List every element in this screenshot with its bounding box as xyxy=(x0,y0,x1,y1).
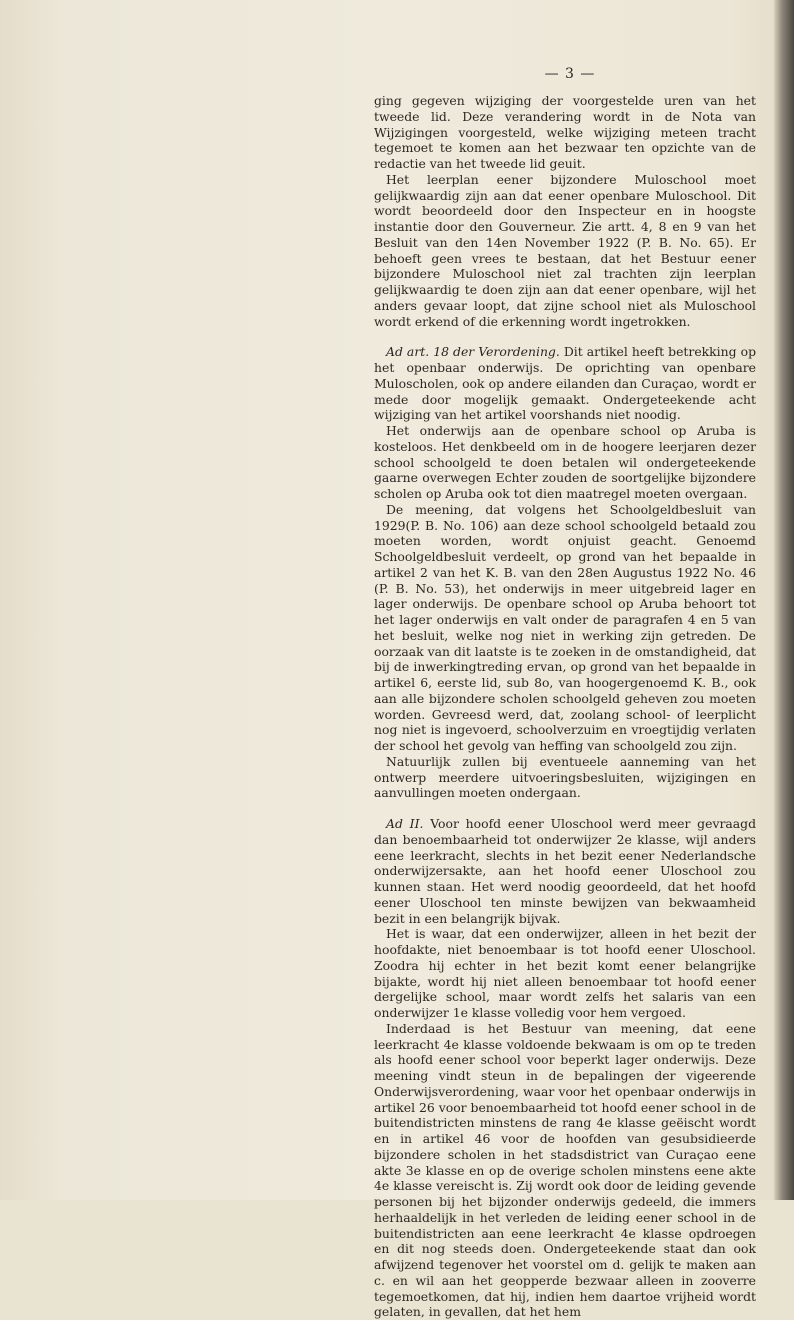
section-gap xyxy=(374,801,756,816)
paragraph: Natuurlijk zullen bij eventueele aanneming van het ontwerp meerdere uitvoeringsbesluiten, wijzigingen en aanvullingen moeten ondergaan. xyxy=(374,753,756,801)
paragraph: De meening, dat volgens het Schoolgeldbesluit van 1929(P. B. No. 106) aan deze school schoolgeld betaald zou moeten worden, wordt onjuist geacht. Genoemd Schoolgeldbesluit verdeelt, op grond van het bepaalde in artikel 2 van het K. B. van den 28en Augustus 1922 No. 46 (P. B. No. 53), het onderwijs in meer uitgebreid lager en lager onderwijs. De openbare school op Aruba behoort tot het lager onderwijs en valt onder de paragrafen 4 en 5 van het besluit, welke nog niet in werking zijn getreden. De oorzaak van dit laatste is te zoeken in de omstandigheid, dat bij de inwerkingtreding ervan, op grond van het bepaalde in artikel 6, eerste lid, sub 8o, van hoogergenoemd K. B., ook aan alle bijzondere scholen schoolgeld geheven zou moeten worden. Gevreesd werd, dat, zoolang school- of leerplicht nog niet is ingevoerd, schoolverzuim en vroegtijdig verlaten der school het gevolg van heffing van schoolgeld zou zijn. xyxy=(374,501,756,753)
page-number: — 3 — xyxy=(544,66,596,82)
paragraph: Het leerplan eener bijzondere Muloschool moet gelijkwaardig zijn aan dat eener openbare Muloschool. Dit wordt beoordeeld door den Inspecteur en in hoogste instantie door den Gouverneur. Zie artt. 4, 8 en 9 van het Besluit van den 14en November 1922 (P. B. No. 65). Er behoeft geen vrees te bestaan, dat het Bestuur eener bijzondere Muloschool niet zal trachten zijn leerplan gelijkwaardig te doen zijn aan dat eener openbare, wijl het anders gevaar loopt, dat zijne school niet als Muloschool wordt erkend of die erkenning wordt ingetrokken. xyxy=(374,171,756,329)
page-edge-shadow xyxy=(774,0,794,1200)
section-lead: Ad art. 18 der Verordening. xyxy=(386,344,560,360)
text-column xyxy=(374,93,756,1320)
paragraph xyxy=(374,344,756,423)
paragraph: Het is waar, dat een onderwijzer, alleen in het bezit der hoofdakte, niet benoembaar is tot hoofd eener Uloschool. Zoodra hij echter in het bezit komt eener belangrijke bijakte, wordt hij niet alleen benoembaar tot hoofd eener dergelijke school, maar wordt zelfs het salaris van een onderwijzer 1e klasse volledig voor hem vergoed. xyxy=(374,926,756,1020)
section-lead: Ad II. xyxy=(386,816,424,831)
paragraph: Inderdaad is het Bestuur van meening, dat eene leerkracht 4e klasse voldoende bekwaam is om op te treden als hoofd eener school voor beperkt lager onderwijs. Deze meening vindt steun in de bepalingen der vigeerende Onderwijsverordening, waar voor het openbaar onderwijs in artikel 26 voor benoembaarheid tot hoofd eener school in de buitendistricten minstens de rang 4e klasse geëischt wordt en in artikel 46 voor de hoofden van gesubsidieerde bijzondere scholen in het stadsdistrict van Curaçao eene akte 3e klasse en op de overige scholen minstens eene akte 4e klasse vereischt is. Zij wordt ook door de leiding gevende personen bij het bijzonder onderwijs gedeeld, die immers herhaaldelijk in het verleden de leiding eener school in de buitendistricten aan eene leerkracht 4e klasse opdroegen en dit nog steeds doen. Ondergeteekende staat dan ook afwijzend tegenover het voorstel om d. gelijk te maken aan c. en wil aan het geopperde bezwaar alleen in zooverre tegemoetkomen, dat hij, indien hem daartoe vrijheid wordt gelaten, in gevallen, dat het hem xyxy=(374,1020,756,1320)
section-gap xyxy=(374,329,756,344)
paragraph: Het onderwijs aan de openbare school op Aruba is kosteloos. Het denkbeeld om in de hoogere leerjaren dezer school schoolgeld te doen betalen wil ondergeteekende gaarne overwegen Echter zouden de soortgelijke bijzondere scholen op Aruba ook tot dien maatregel moeten overgaan. xyxy=(374,423,756,501)
paragraph-text: Dit artikel heeft betrekking op het openbaar onderwijs. De oprichting van openbare Muloscholen, ook op andere eilanden dan Curaçao, wordt er mede door mogelijk gemaakt. Ondergeteekende acht wijziging van het artikel voorshands niet noodig. xyxy=(374,344,756,423)
paragraph xyxy=(374,816,756,926)
paragraph-text: Voor hoofd eener Uloschool werd meer gevraagd dan benoembaarheid tot onderwijzer 2e klasse, wijl anders eene leerkracht, slechts in het bezit eener Nederlandsche onderwijzersakte, aan het hoofd eener Uloschool zou kunnen staan. Het werd noodig geoordeeld, dat het hoofd eener Uloschool ten minste bewijzen van bekwaamheid bezit in een belangrijk bijvak. xyxy=(374,816,757,926)
paragraph: ging gegeven wijziging der voorgestelde uren van het tweede lid. Deze verandering wordt in de Nota van Wijzigingen voorgesteld, welke wijziging meteen tracht tegemoet te komen aan het bezwaar ten opzichte van de redactie van het tweede lid geuit. xyxy=(374,93,756,171)
